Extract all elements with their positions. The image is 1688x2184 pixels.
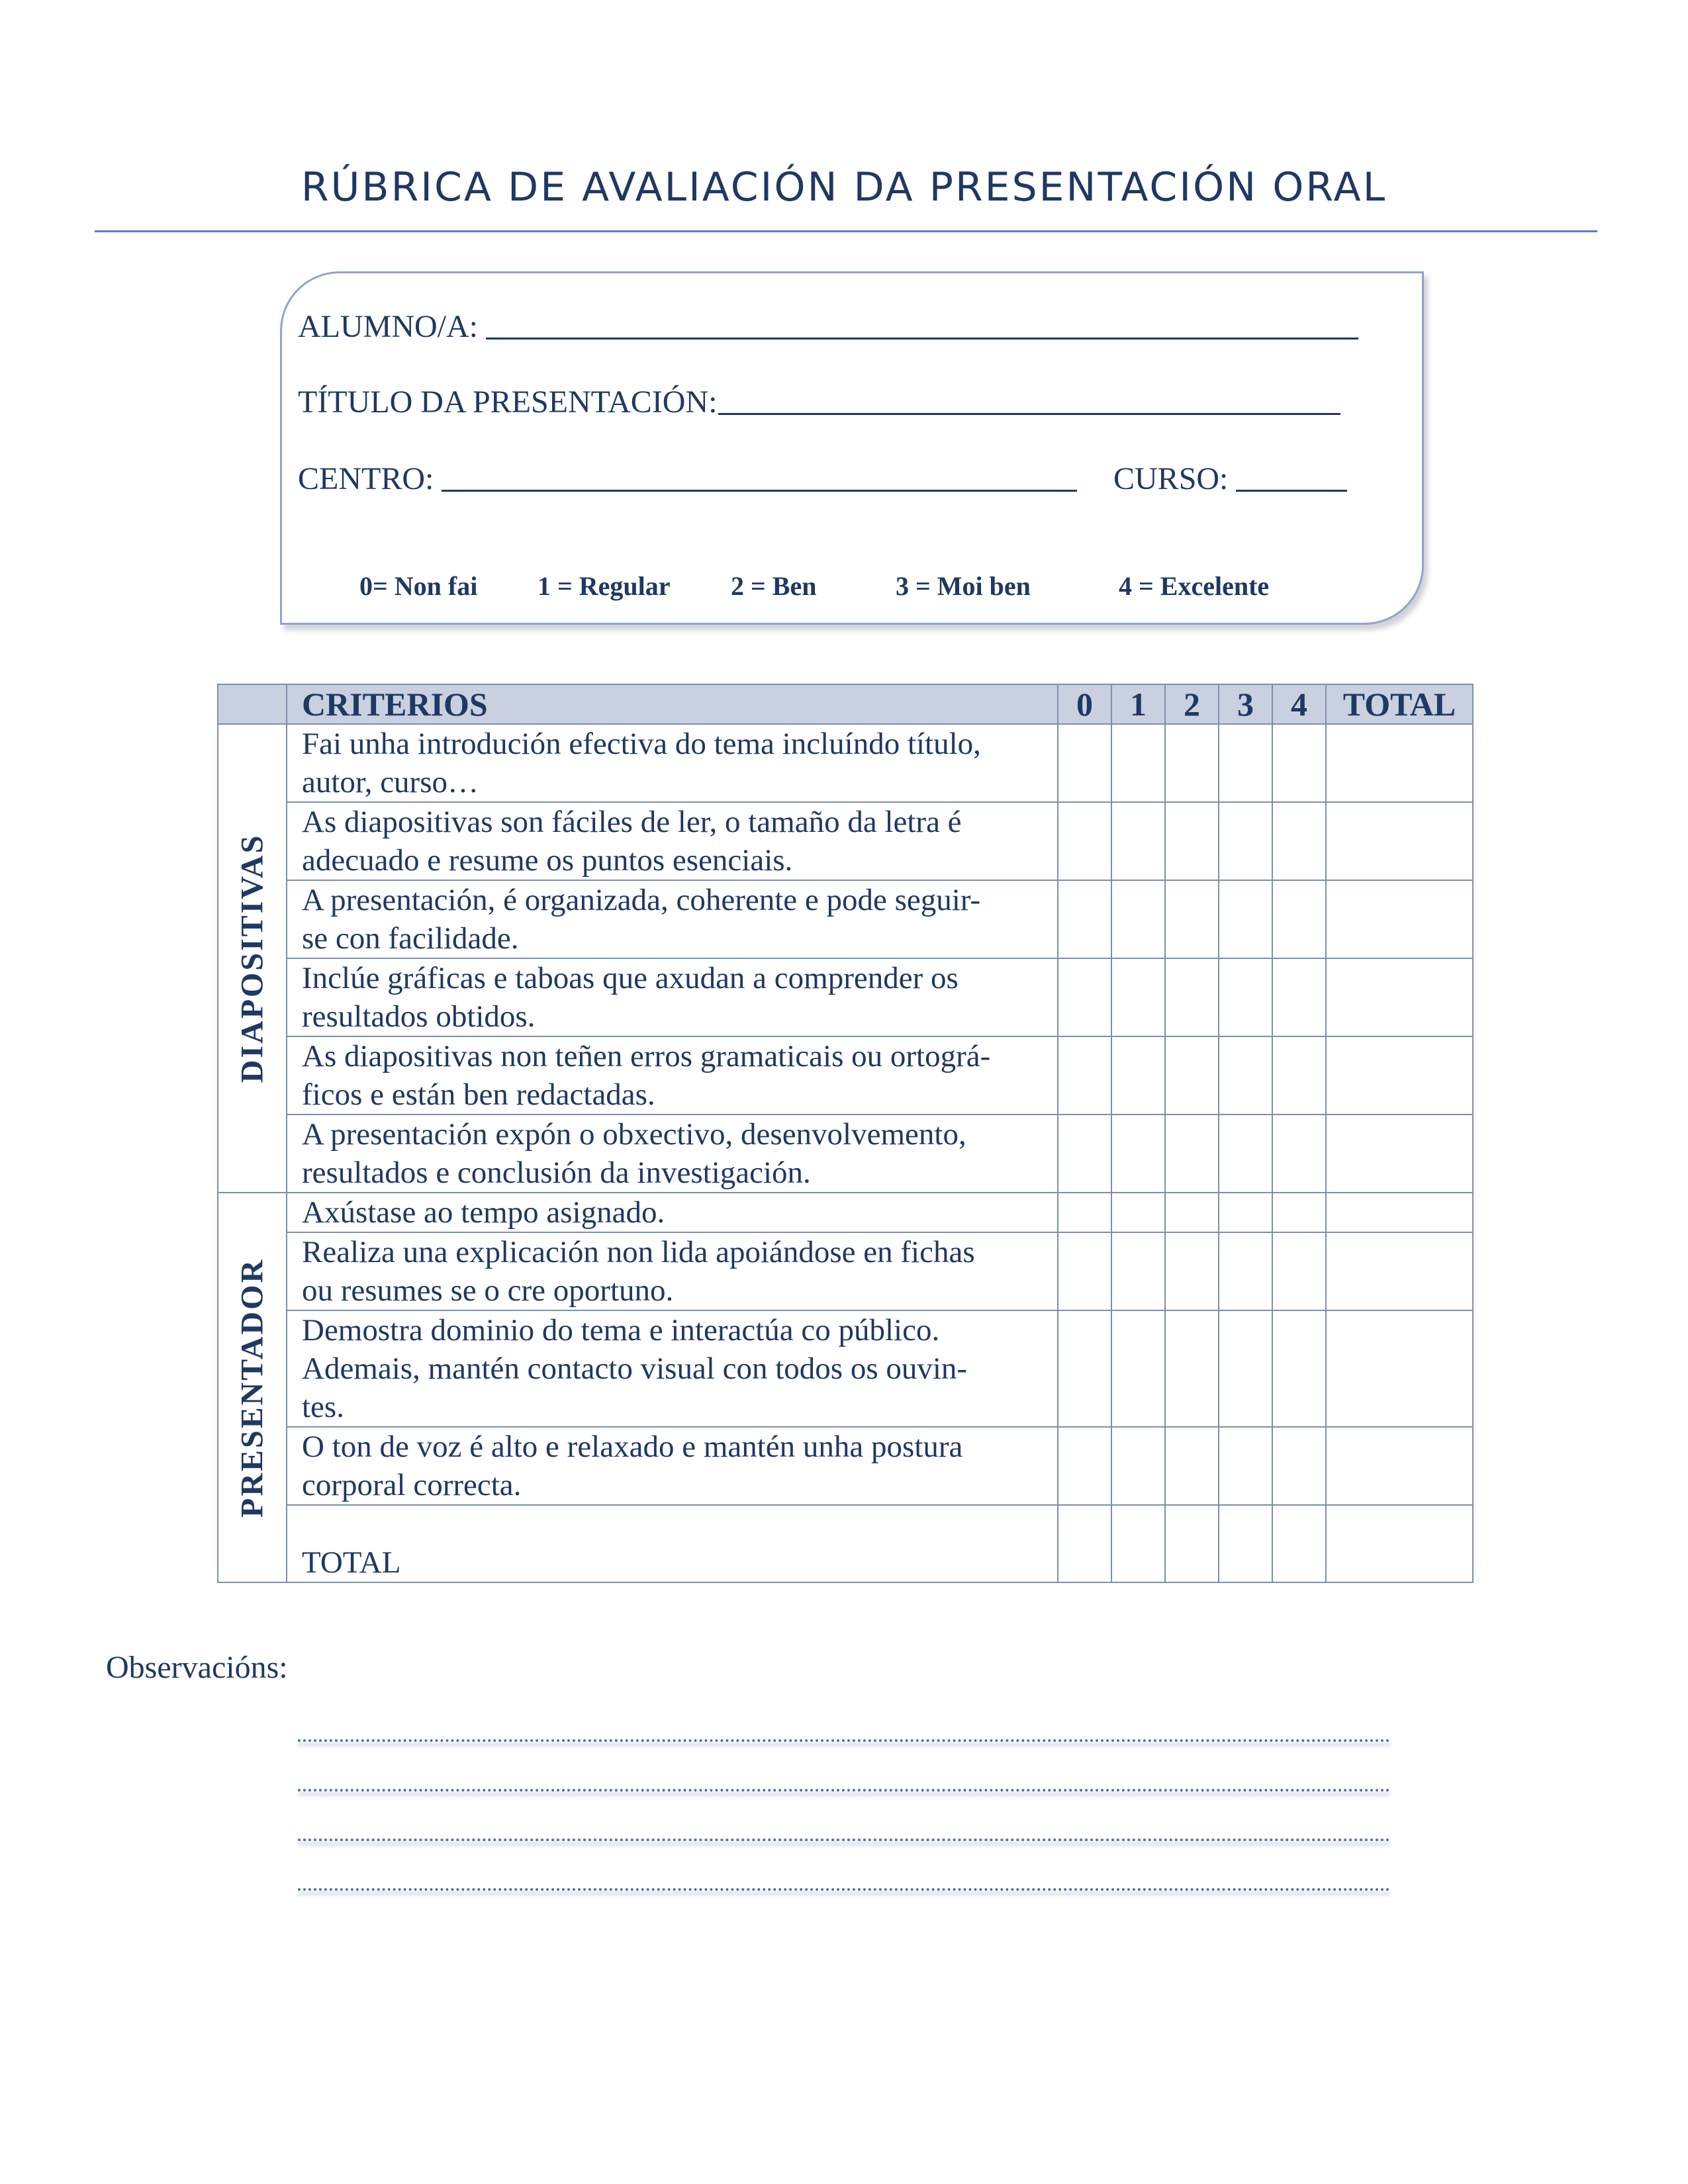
score-cell-2[interactable] [1165,1310,1219,1427]
score-cell-4[interactable] [1272,1427,1326,1505]
criterion-line: Inclúe gráficas e taboas que axudan a comprender os [302,961,959,995]
total-row [218,1505,1473,1582]
course-input-line[interactable] [1236,490,1347,492]
header-score-1: 1 [1111,684,1165,724]
table-row [218,1427,1473,1505]
score-cell-2[interactable] [1165,724,1219,802]
header-score-4: 4 [1272,684,1326,724]
course-field [1113,461,1347,497]
score-cell-1[interactable] [1111,1193,1165,1232]
score-cell-1[interactable] [1111,1232,1165,1310]
center-field [298,461,1077,497]
header-total: TOTAL [1326,684,1473,724]
total-cell[interactable] [1326,958,1473,1036]
score-cell-4[interactable] [1272,724,1326,802]
table-row [218,1232,1473,1310]
score-cell-3[interactable] [1219,802,1272,880]
total-cell[interactable] [1326,802,1473,880]
score-cell-4[interactable] [1272,958,1326,1036]
student-label: ALUMNO/A: [298,309,478,344]
table-row [218,958,1473,1036]
criterion-line: O ton de voz é alto e relaxado e mantén unha postura [302,1430,963,1464]
score-cell-1[interactable] [1111,880,1165,958]
score-cell-4[interactable] [1272,880,1326,958]
criterion-text [287,802,1058,880]
observation-line-4[interactable] [298,1888,1390,1891]
score-cell-2[interactable] [1165,802,1219,880]
criterion-text [287,1115,1058,1193]
score-cell-3[interactable] [1219,1232,1272,1310]
criterion-line: corporal correcta. [302,1468,522,1502]
total-cell[interactable] [1326,1310,1473,1427]
total-cell[interactable] [1326,1232,1473,1310]
category-slides [218,724,287,1193]
table-row [218,880,1473,958]
table-row [218,1310,1473,1427]
observation-line-1[interactable] [298,1739,1390,1742]
criterion-text [287,1193,1058,1232]
score-cell-2[interactable] [1165,1193,1219,1232]
criterion-line: resultados e conclusión da investigación. [302,1156,811,1190]
criterion-line: Demostra dominio do tema e interactúa co público. [302,1313,940,1347]
score-cell-3[interactable] [1219,724,1272,802]
criterion-line: A presentación, é organizada, coherente e pode seguir- [302,883,981,917]
student-input-line[interactable] [486,338,1358,340]
score-cell-2[interactable] [1165,1232,1219,1310]
observation-line-3[interactable] [298,1839,1390,1841]
criterion-text [287,1427,1058,1505]
criterion-text [287,724,1058,802]
header-score-3: 3 [1219,684,1272,724]
score-cell-0[interactable] [1058,724,1111,802]
total-cell[interactable] [1326,724,1473,802]
score-cell-0[interactable] [1058,802,1111,880]
score-cell-0[interactable] [1058,1193,1111,1232]
score-cell-2[interactable] [1165,1427,1219,1505]
header-score-0: 0 [1058,684,1111,724]
score-cell-2[interactable] [1165,1505,1219,1582]
scale-3: 3 = Moi ben [896,571,1031,601]
score-cell-3[interactable] [1219,1427,1272,1505]
category-label: PRESENTADOR [234,1257,270,1518]
observations-label: Observacións: [106,1650,288,1685]
score-cell-4[interactable] [1272,1310,1326,1427]
score-cell-1[interactable] [1111,958,1165,1036]
criterion-line: adecuado e resume os puntos esenciais. [302,843,793,878]
presentation-title-label: TÍTULO DA PRESENTACIÓN: [298,385,718,420]
score-cell-4[interactable] [1272,1193,1326,1232]
criterion-text [287,1232,1058,1310]
total-label-cell [287,1505,1058,1582]
score-cell-4[interactable] [1272,802,1326,880]
presentation-title-field [298,384,1340,420]
page-title: RÚBRICA DE AVALIACIÓN DA PRESENTACIÓN ORAL [301,164,1387,210]
score-cell-3[interactable] [1219,1193,1272,1232]
total-label: TOTAL [302,1545,401,1580]
total-cell[interactable] [1326,1427,1473,1505]
center-label: CENTRO: [298,461,434,496]
title-divider [95,230,1597,232]
course-label: CURSO: [1113,461,1229,496]
criterion-line: Fai unha introdución efectiva do tema incluíndo título, [302,727,981,761]
criterion-line: resultados obtidos. [302,999,536,1034]
score-cell-1[interactable] [1111,724,1165,802]
score-cell-0[interactable] [1058,1036,1111,1115]
score-cell-2[interactable] [1165,958,1219,1036]
criterion-line: As diapositivas son fáciles de ler, o tamaño da letra é [302,805,962,839]
score-cell-4[interactable] [1272,1505,1326,1582]
score-cell-0[interactable] [1058,1427,1111,1505]
score-cell-3[interactable] [1219,880,1272,958]
total-cell[interactable] [1326,1115,1473,1193]
criterion-text [287,1310,1058,1427]
score-cell-4[interactable] [1272,1036,1326,1115]
table-row [218,1115,1473,1193]
criterion-text [287,958,1058,1036]
scale-0: 0= Non fai [359,571,478,601]
score-cell-2[interactable] [1165,1115,1219,1193]
score-cell-1[interactable] [1111,1036,1165,1115]
category-presenter [218,1193,287,1582]
center-input-line[interactable] [442,490,1077,492]
criterion-text [287,1036,1058,1115]
student-field [298,308,1358,345]
score-cell-4[interactable] [1272,1232,1326,1310]
category-label: DIAPOSITIVAS [234,833,270,1083]
criterion-text [287,880,1058,958]
score-cell-1[interactable] [1111,1310,1165,1427]
score-cell-3[interactable] [1219,1036,1272,1115]
criterion-line: As diapositivas non teñen erros gramaticais ou ortográ- [302,1039,991,1073]
table-row [218,1193,1473,1232]
table-row [218,724,1473,802]
criterion-line: Realiza una explicación non lida apoiándose en fichas [302,1235,975,1269]
criterion-line: Ademais, mantén contacto visual con todos os ouvin- [302,1351,968,1386]
table-header-row [218,684,1473,724]
score-cell-0[interactable] [1058,958,1111,1036]
score-cell-1[interactable] [1111,1427,1165,1505]
score-cell-0[interactable] [1058,1232,1111,1310]
criterion-line: ou resumes se o cre oportuno. [302,1273,674,1308]
scale-4: 4 = Excelente [1119,571,1270,601]
scale-1: 1 = Regular [538,571,671,601]
total-cell[interactable] [1326,1505,1473,1582]
score-cell-3[interactable] [1219,958,1272,1036]
total-cell[interactable] [1326,1193,1473,1232]
score-cell-3[interactable] [1219,1505,1272,1582]
scale-2: 2 = Ben [731,571,817,601]
observation-line-2[interactable] [298,1789,1390,1792]
score-cell-2[interactable] [1165,1036,1219,1115]
table-row [218,802,1473,880]
score-cell-3[interactable] [1219,1115,1272,1193]
score-cell-1[interactable] [1111,1505,1165,1582]
criterion-line: autor, curso… [302,765,479,799]
score-cell-2[interactable] [1165,880,1219,958]
score-cell-4[interactable] [1272,1115,1326,1193]
criterion-line: Axústase ao tempo asignado. [302,1195,665,1230]
criterion-line: ficos e están ben redactadas. [302,1077,655,1112]
total-cell[interactable] [1326,1036,1473,1115]
score-cell-3[interactable] [1219,1310,1272,1427]
presentation-title-input-line[interactable] [718,413,1340,415]
criterion-line: se con facilidade. [302,921,519,956]
header-blank [218,684,287,724]
score-cell-0[interactable] [1058,1505,1111,1582]
score-cell-1[interactable] [1111,1115,1165,1193]
header-criteria: CRITERIOS [287,684,1058,724]
score-cell-0[interactable] [1058,880,1111,958]
total-cell[interactable] [1326,880,1473,958]
score-cell-1[interactable] [1111,802,1165,880]
table-row [218,1036,1473,1115]
criterion-line: tes. [302,1390,344,1424]
score-cell-0[interactable] [1058,1115,1111,1193]
header-score-2: 2 [1165,684,1219,724]
rubric-table [217,684,1474,1583]
score-cell-0[interactable] [1058,1310,1111,1427]
criterion-line: A presentación expón o obxectivo, desenvolvemento, [302,1117,966,1152]
